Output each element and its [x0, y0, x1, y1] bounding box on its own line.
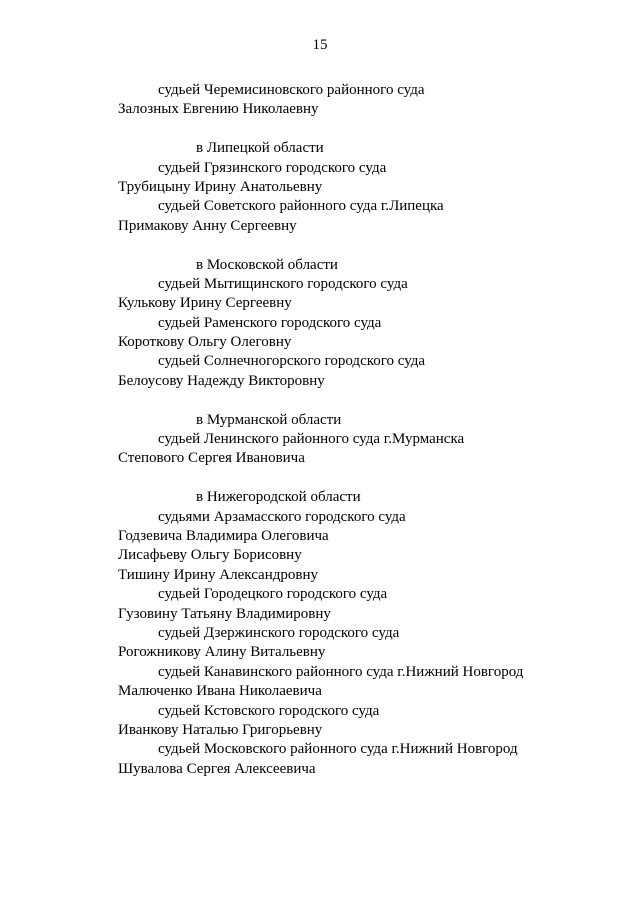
judge-name-line: Гузовину Татьяну Владимировну [118, 605, 331, 622]
judge-name-line: Шувалова Сергея Алексеевича [118, 760, 316, 777]
court-line: судьей Грязинского городского суда [158, 159, 387, 176]
region-heading: в Липецкой области [196, 140, 324, 157]
court-line: судьей Дзержинского городского суда [158, 624, 400, 641]
court-line: судьей Мытищинского городского суда [158, 275, 408, 292]
court-line: судьями Арзамасского городского суда [158, 508, 406, 525]
court-line: судьей Городецкого городского суда [158, 586, 388, 603]
court-line: судьей Советского районного суда г.Липецка [158, 198, 444, 215]
judge-name-line: Степового Сергея Ивановича [118, 450, 305, 467]
court-line: судьей Солнечногорского городского суда [158, 353, 426, 370]
region-heading: в Московской области [196, 256, 338, 273]
court-line: судьей Раменского городского суда [158, 314, 382, 331]
court-line: судьей Черемисиновского районного суда [158, 82, 425, 98]
blank-line [0, 120, 640, 139]
judge-name-line: Белоусову Надежду Викторовну [118, 372, 325, 389]
court-line: судьей Ленинского районного суда г.Мурманска [158, 431, 465, 448]
region-heading: в Мурманской области [196, 411, 342, 428]
blank-line [0, 391, 640, 410]
judge-name-line: Тишину Ирину Александровну [118, 566, 318, 583]
judge-name-line: Лисафьеву Ольгу Борисовну [118, 547, 302, 564]
region-heading: в Нижегородской области [196, 489, 361, 506]
judge-name-line: Примакову Анну Сергеевну [118, 217, 297, 234]
judge-name-line: Кулькову Ирину Сергеевну [118, 295, 292, 312]
judge-name-line: Иванкову Наталью Григорьевну [118, 721, 323, 738]
judge-name-line: Малюченко Ивана Николаевича [118, 683, 322, 700]
court-line: судьей Канавинского районного суда г.Нижний Новгород [158, 663, 524, 680]
court-line: судьей Кстовского городского суда [158, 702, 380, 719]
judge-name-line: Залозных Евгению Николаевну [118, 101, 319, 118]
page-number: 15 [312, 37, 328, 53]
court-line: судьей Московского районного суда г.Нижний Новгород [158, 741, 518, 758]
blank-line [0, 236, 640, 255]
judge-name-line: Годзевича Владимира Олеговича [118, 527, 329, 544]
document-body [0, 81, 640, 779]
judge-name-line: Короткову Ольгу Олеговну [118, 334, 292, 351]
judge-name-line: Рогожникову Алину Витальевну [118, 644, 326, 661]
blank-line [0, 469, 640, 488]
judge-name-line: Трубицыну Ирину Анатольевну [118, 178, 323, 195]
